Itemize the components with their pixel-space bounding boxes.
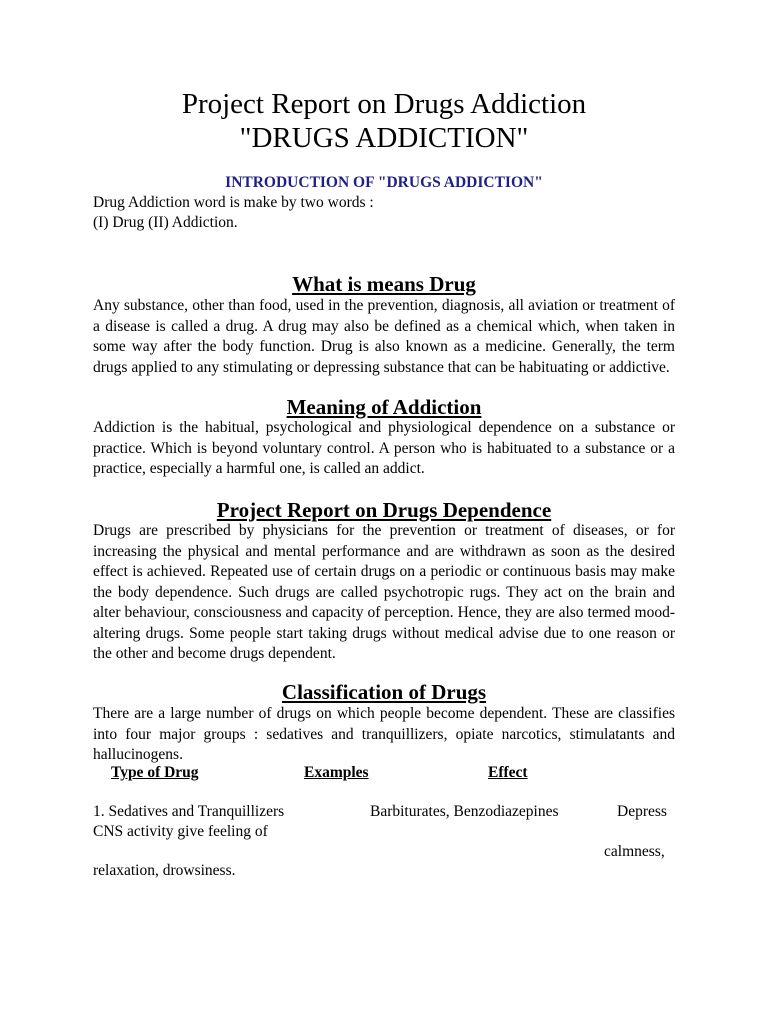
intro-heading: INTRODUCTION OF "DRUGS ADDICTION" bbox=[225, 174, 543, 191]
table-cell-effect-calmness: calmness, bbox=[604, 843, 665, 860]
document-title: Project Report on Drugs Addiction bbox=[181, 88, 587, 120]
section-body-dependence: Drugs are prescribed by physicians for the prevention or treatment of diseases, or for increasing the physical and mental performance and are withdrawn as soon as the desired effect is achieved. Repeated use of certain drugs on a periodic or continuous basis may make the body dependence. Such drugs are called psychotropic rugs. They act on the brain and alter behaviour, consciousness and capacity of perception. Hence, they are also termed mood-altering drugs. Some people start taking drugs without medical advise due to one reason or the other and become drugs dependent. bbox=[93, 522, 675, 662]
document-subtitle: "DRUGS ADDICTION" bbox=[239, 122, 529, 154]
section-heading-dependence: Project Report on Drugs Dependence bbox=[216, 498, 552, 522]
table-cell-type: 1. Sedatives and Tranquillizers bbox=[93, 803, 285, 820]
intro-line-1: Drug Addiction word is make by two words : bbox=[93, 194, 374, 211]
section-body-addiction: Addiction is the habitual, psychological and physiological dependence on a substance or practice. Which is beyond voluntary control. A person who is habituated to a substance or a practice, especially a harmful one, is called an addict. bbox=[93, 419, 675, 477]
table-cell-effect-continued: CNS activity give feeling of bbox=[93, 823, 268, 840]
table-cell-examples: Barbiturates, Benzodiazepines bbox=[370, 803, 559, 820]
section-heading-drug: What is means Drug bbox=[292, 272, 476, 296]
table-cell-effect-end: relaxation, drowsiness. bbox=[93, 862, 236, 879]
table-cell-effect: Depress bbox=[617, 803, 667, 820]
section-body-classification: There are a large number of drugs on which people become dependent. These are classifies into four major groups : sedatives and tranquillizers, opiate narcotics, stimulatants and hallucinogens. bbox=[93, 705, 675, 763]
intro-line-2: (I) Drug (II) Addiction. bbox=[93, 214, 238, 231]
table-header-effect: Effect bbox=[488, 764, 528, 781]
table-header-type: Type of Drug bbox=[111, 764, 199, 781]
section-heading-classification: Classification of Drugs bbox=[281, 680, 487, 704]
table-header-examples: Examples bbox=[304, 764, 369, 781]
section-body-drug: Any substance, other than food, used in the prevention, diagnosis, all aviation or treatment of a disease is called a drug. A drug may also be defined as a chemical which, when taken in some way after the body function. Drug is also known as a medicine. Generally, the term drugs applied to any stimulating or depressing substance that can be habituating or addictive. bbox=[93, 297, 675, 376]
section-heading-addiction: Meaning of Addiction bbox=[286, 395, 482, 419]
